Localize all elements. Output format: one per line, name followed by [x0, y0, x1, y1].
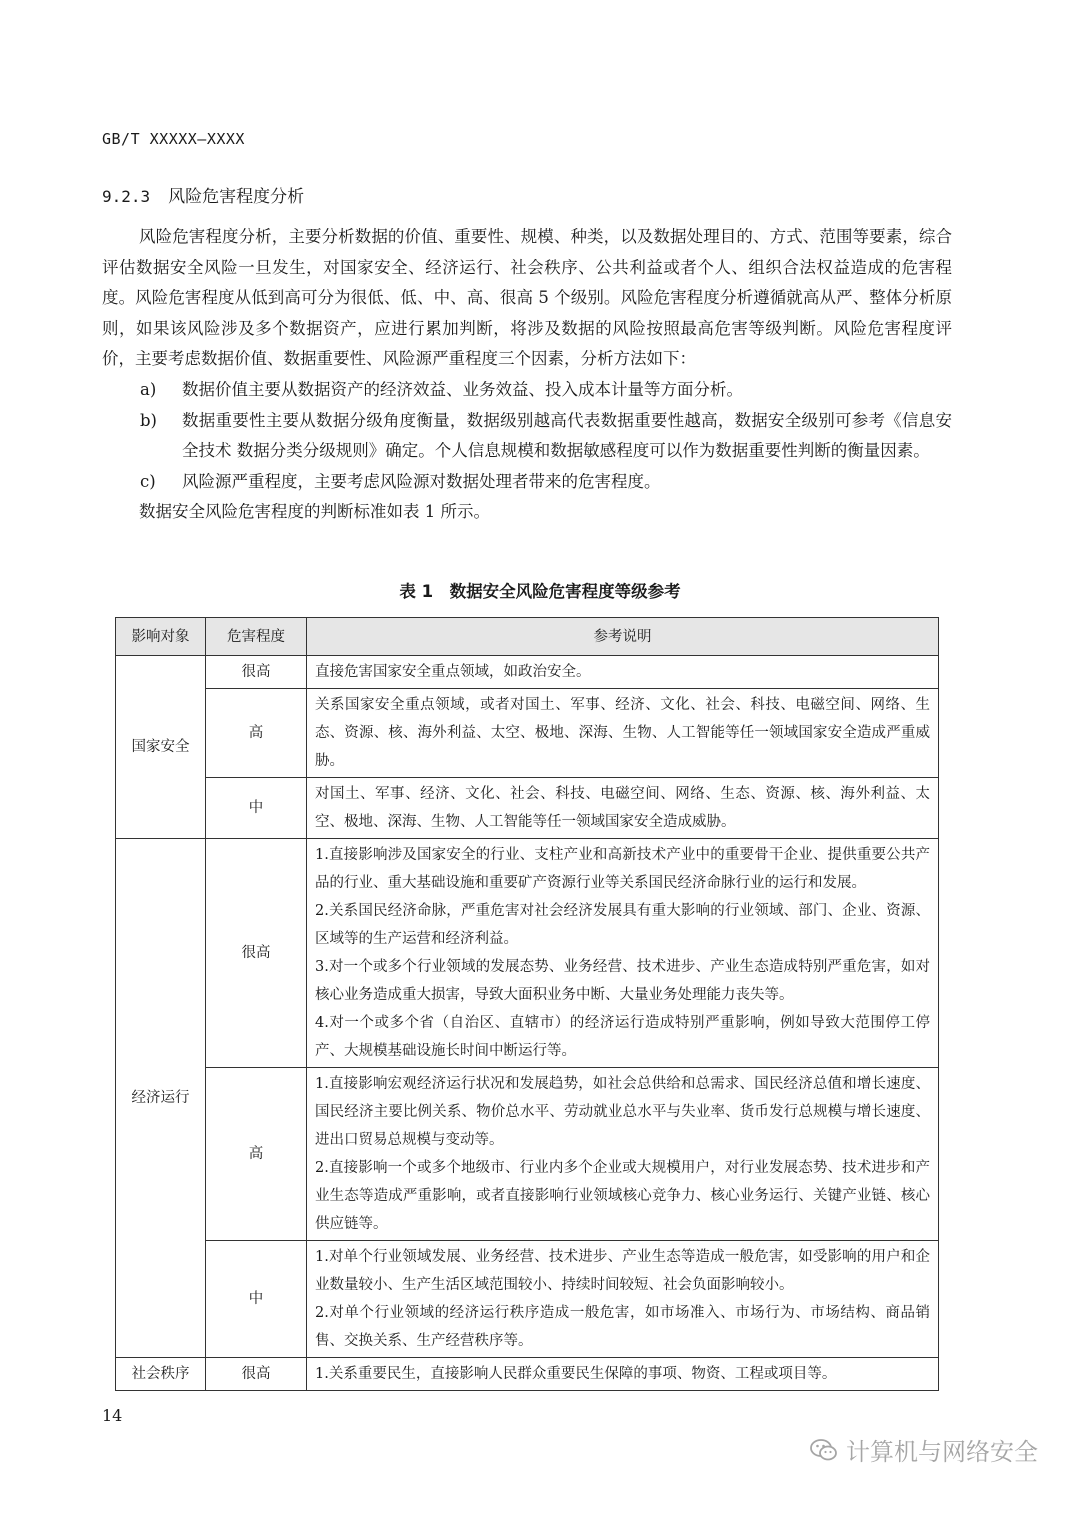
table-row: [116, 778, 939, 839]
reference-description-cell: [307, 1068, 939, 1241]
description-paragraph: 2.关系国民经济命脉，严重危害对社会经济发展具有重大影响的行业领域、部门、企业、资源、区域等的生产运营和经济利益。: [315, 903, 930, 947]
watermark-text: 计算机与网络安全: [846, 1438, 1038, 1466]
risk-level-table: [115, 617, 939, 1391]
harm-level-cell: 中: [206, 778, 307, 839]
harm-level-cell: 很高: [206, 1358, 307, 1391]
table-row: [116, 1358, 939, 1391]
description-paragraph: 2.直接影响一个或多个地级市、行业内多个企业或大规模用户，对行业发展态势、技术进步和产业生态等造成严重影响，或者直接影响行业领域核心竞争力、核心业务运行、关键产业链、核心供应链等。: [315, 1160, 930, 1232]
list-marker: b): [140, 410, 157, 430]
column-header: 参考说明: [307, 618, 939, 656]
reference-description-cell: [307, 1358, 939, 1391]
table-row: [116, 1241, 939, 1358]
reference-description-cell: [307, 839, 939, 1068]
description-paragraph: 关系国家安全重点领域，或者对国土、军事、经济、文化、社会、科技、电磁空间、网络、生态、资源、核、海外利益、太空、极地、深海、生物、人工智能等任一领域国家安全造成严重威胁。: [315, 697, 930, 769]
table-reference-paragraph: 数据安全风险危害程度的判断标准如表 1 所示。: [139, 502, 490, 522]
harm-level-cell: 中: [206, 1241, 307, 1358]
column-header: 影响对象: [116, 618, 206, 656]
list-marker: c): [140, 471, 156, 491]
table-row: [116, 656, 939, 689]
section-number: 9.2.3: [102, 187, 151, 206]
list-text: 数据价值主要从数据资产的经济效益、业务效益、投入成本计量等方面分析。: [182, 379, 743, 399]
reference-description-cell: [307, 778, 939, 839]
harm-level-cell: 高: [206, 689, 307, 778]
table-row: [116, 1068, 939, 1241]
table-row: [116, 839, 939, 1068]
table-body: [116, 656, 939, 1391]
description-paragraph: 4.对一个或多个省（自治区、直辖市）的经济运行造成特别严重影响，例如导致大范围停工停产、大规模基础设施长时间中断运行等。: [315, 1015, 930, 1059]
watermark: [810, 1432, 1038, 1467]
list-marker: a): [140, 379, 157, 399]
description-paragraph: 1.直接影响宏观经济运行状况和发展趋势，如社会总供给和总需求、国民经济总值和增长速度、国民经济主要比例关系、物价总水平、劳动就业总水平与失业率、货币发行总规模与增长速度、进出口贸易总规模与变动等。: [315, 1076, 930, 1148]
reference-description-cell: [307, 656, 939, 689]
section-heading: [102, 182, 304, 207]
intro-paragraph: 风险危害程度分析，主要分析数据的价值、重要性、规模、种类，以及数据处理目的、方式、范围等要素，综合评估数据安全风险一旦发生，对国家安全、经济运行、社会秩序、公共利益或者个人、组织合法权益造成的危害程度。风险危害程度从低到高可分为很低、低、中、高、很高 5 个级别。风险危害程度分析遵循就高从严、整体分析原则，如果该风险涉及多个数据资产，应进行累加判断，将涉及数据的风险按照最高危害等级判断。风险危害程度评价，主要考虑数据价值、数据重要性、风险源严重程度三个因素，分析方法如下：: [102, 227, 952, 369]
reference-description-cell: [307, 1241, 939, 1358]
harm-level-cell: 高: [206, 1068, 307, 1241]
description-paragraph: 对国土、军事、经济、文化、社会、科技、电磁空间、网络、生态、资源、核、海外利益、太空、极地、深海、生物、人工智能等任一领域国家安全造成威胁。: [315, 786, 930, 830]
description-paragraph: 3.对一个或多个行业领域的发展态势、业务经营、技术进步、产业生态造成特别严重危害，如对核心业务造成重大损害，导致大面积业务中断、大量业务处理能力丧失等。: [315, 959, 930, 1003]
harm-level-cell: 很高: [206, 839, 307, 1068]
list-item-c: [102, 467, 952, 498]
table-header-row: [116, 618, 939, 656]
reference-description-cell: [307, 689, 939, 778]
list-text: 风险源严重程度，主要考虑风险源对数据处理者带来的危害程度。: [182, 471, 661, 491]
impact-target-cell: 社会秩序: [116, 1358, 206, 1391]
description-paragraph: 1.直接影响涉及国家安全的行业、支柱产业和高新技术产业中的重要骨干企业、提供重要公共产品的行业、重大基础设施和重要矿产资源行业等关系国民经济命脉行业的运行和发展。: [315, 847, 930, 891]
impact-target-cell: 经济运行: [116, 839, 206, 1358]
description-paragraph: 1.关系重要民生，直接影响人民群众重要民生保障的事项、物资、工程或项目等。: [315, 1366, 837, 1382]
table-row: [116, 689, 939, 778]
table-caption: 表 1 数据安全风险危害程度等级参考: [399, 582, 681, 601]
description-paragraph: 1.对单个行业领域发展、业务经营、技术进步、产业生态等造成一般危害，如受影响的用户和企业数量较小、生产生活区域范围较小、持续时间较短、社会负面影响较小。: [315, 1249, 930, 1293]
body-text: [102, 222, 952, 528]
document-id: GB/T XXXXX—XXXX: [102, 130, 245, 148]
page-number: 14: [102, 1406, 123, 1425]
list-item-a: [102, 375, 952, 406]
description-paragraph: 直接危害国家安全重点领域，如政治安全。: [315, 664, 591, 680]
wechat-icon: [810, 1438, 838, 1462]
harm-level-cell: 很高: [206, 656, 307, 689]
section-title: 风险危害程度分析: [168, 187, 305, 207]
list-item-b: [102, 406, 952, 467]
list-text: 数据重要性主要从数据分级角度衡量，数据级别越高代表数据重要性越高，数据安全级别可参考《信息安全技术 数据分类分级规则》确定。个人信息规模和数据敏感程度可以作为数据重要性判断的衡量因素。: [182, 410, 952, 461]
column-header: 危害程度: [206, 618, 307, 656]
description-paragraph: 2.对单个行业领域的经济运行秩序造成一般危害，如市场准入、市场行为、市场结构、商品销售、交换关系、生产经营秩序等。: [315, 1305, 930, 1349]
impact-target-cell: 国家安全: [116, 656, 206, 839]
